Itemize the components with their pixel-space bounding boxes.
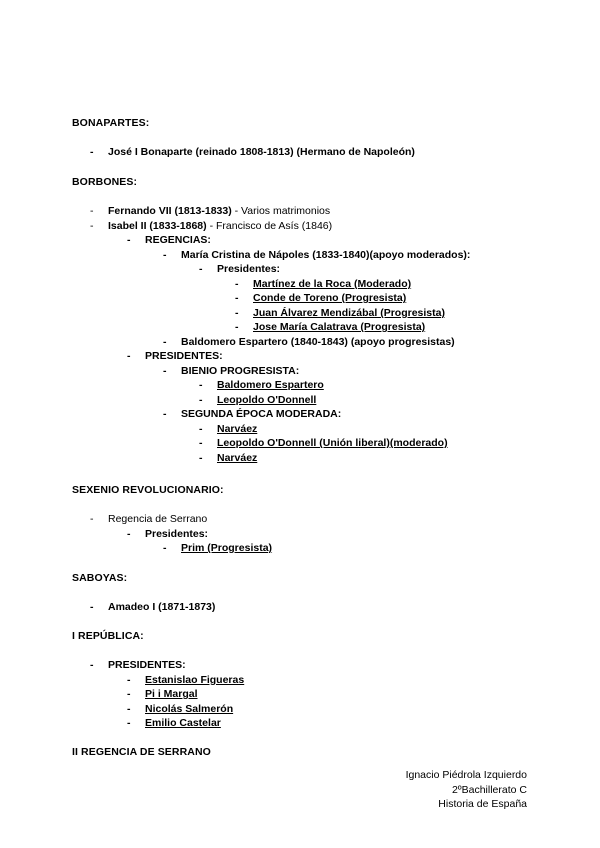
list-item-isabel [90,220,333,232]
list-item-president [163,542,273,554]
list-item-amadeo [90,601,216,613]
bullet: - [235,278,239,290]
footer-signature [406,768,527,812]
list-item-president [235,292,407,304]
bullet: - [127,674,131,686]
list-item-president [127,703,234,715]
item-text: Isabel II (1833-1868) [108,220,207,232]
bullet: - [163,336,167,348]
footer-subject: Historia de España [438,798,527,810]
bullet: - [199,423,203,435]
heading-saboyas: SABOYAS: [72,572,128,584]
bullet: - [163,365,167,377]
list-item-president [199,437,448,449]
item-text: SEGUNDA ÉPOCA MODERADA: [181,408,342,420]
list-item-president [127,674,245,686]
item-text: María Cristina de Nápoles (1833-1840)(apoyo moderados): [181,249,471,261]
list-item-presidentes [199,263,281,275]
item-text: PRESIDENTES: [108,659,186,671]
bullet: - [127,717,131,729]
list-item-maria-cristina [163,249,471,261]
item-text: Prim (Progresista) [181,542,273,554]
item-text: REGENCIAS: [145,234,211,246]
item-text: Emilio Castelar [145,717,221,729]
bullet: - [199,394,203,406]
list-item-president [235,278,412,290]
bullet: - [90,205,94,217]
bullet: - [127,688,131,700]
list-item-president [235,307,445,319]
bullet: - [163,542,167,554]
bullet: - [90,220,94,232]
item-text: Baldomero Espartero (1840-1843) (apoyo progresistas) [181,336,455,348]
item-text: Nicolás Salmerón [145,703,234,715]
list-item-president [127,688,198,700]
list-item-president [127,717,221,729]
item-text: Estanislao Figueras [145,674,245,686]
list-item-segunda-epoca [163,408,342,420]
bullet: - [163,408,167,420]
list-item-jose [90,146,415,158]
list-item-president [235,321,426,333]
list-item-presidentes [127,528,209,540]
list-item-bienio [163,365,300,377]
bullet: - [127,234,131,246]
list-item-presidentes [127,350,223,362]
bullet: - [199,263,203,275]
list-item-president [199,379,324,391]
item-text: Narváez [217,452,258,464]
heading-regencia-serrano: II REGENCIA DE SERRANO [72,746,211,758]
bullet: - [235,307,239,319]
item-note: - Varios matrimonios [231,205,331,217]
item-text: Jose María Calatrava (Progresista) [253,321,426,333]
heading-republica: I REPÚBLICA: [72,630,144,642]
item-note: - Francisco de Asís (1846) [206,220,333,232]
heading-borbones: BORBONES: [72,176,138,188]
footer-author: Ignacio Piédrola Izquierdo [405,769,527,781]
bullet: - [235,292,239,304]
heading-bonapartes: BONAPARTES: [72,117,150,129]
bullet: - [199,437,203,449]
bullet: - [199,379,203,391]
item-text: Leopoldo O'Donnell [217,394,317,406]
item-text: Regencia de Serrano [108,513,208,525]
item-text: Juan Álvarez Mendizábal (Progresista) [253,307,445,319]
bullet: - [90,513,94,525]
item-text: Narváez [217,423,258,435]
list-item-regencias [127,234,211,246]
bullet: - [199,452,203,464]
list-item-espartero [163,336,455,348]
bullet: - [163,249,167,261]
item-text: Presidentes: [217,263,281,275]
bullet: - [90,601,94,613]
item-text: Conde de Toreno (Progresista) [253,292,407,304]
bullet: - [90,146,94,158]
bullet: - [127,703,131,715]
bullet: - [90,659,94,671]
list-item-president [199,394,317,406]
item-text: Baldomero Espartero [217,379,324,391]
footer-course: 2ºBachillerato C [451,783,527,796]
item-text: Pi i Margal [145,688,198,700]
item-text: Presidentes: [145,528,209,540]
list-item-presidentes [90,659,186,671]
list-item-regencia-serrano [90,513,208,525]
list-item-president [199,452,258,464]
bullet: - [127,528,131,540]
item-text: Fernando VII (1813-1833) [108,205,232,217]
item-text: PRESIDENTES: [145,350,223,362]
item-text: Leopoldo O'Donnell (Unión liberal)(moderado) [217,437,448,449]
list-item-fernando [90,205,331,217]
heading-sexenio: SEXENIO REVOLUCIONARIO: [72,484,224,496]
list-item-president [199,423,258,435]
item-text: BIENIO PROGRESISTA: [181,365,300,377]
item-text: José I Bonaparte (reinado 1808-1813) (Hermano de Napoleón) [108,146,415,158]
item-text: Martínez de la Roca (Moderado) [253,278,412,290]
item-text: Amadeo I (1871-1873) [108,601,216,613]
bullet: - [235,321,239,333]
bullet: - [127,350,131,362]
